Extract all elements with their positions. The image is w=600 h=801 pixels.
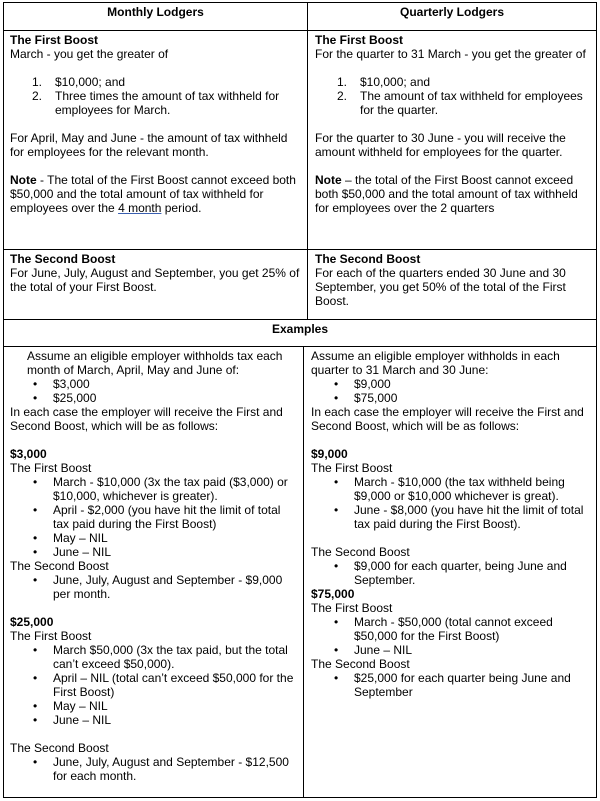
- quarterly-example-intro: Assume an eligible employer withholds in each quarter to 31 March and 30 June:: [311, 349, 560, 377]
- table-divider-header: [3, 30, 597, 31]
- quarterly-case2-second-list: [311, 671, 593, 699]
- boost-table: [3, 2, 597, 798]
- quarterly-case2-amount: $75,000: [311, 587, 355, 601]
- list-item: 1. $10,000; and: [32, 75, 126, 89]
- monthly-first-intro: March - you get the greater of: [10, 47, 169, 61]
- monthly-case1-second-list: [10, 573, 298, 601]
- list-item: • June - $8,000 (you have hit the limit of total tax paid during the First Boost).: [311, 503, 593, 531]
- quarterly-june-text: For the quarter to 30 June - you will receive the amount withheld for employees for the quarter.: [315, 131, 566, 159]
- monthly-example-cell: [10, 349, 298, 783]
- four-month-term: 4 month: [118, 201, 162, 215]
- list-item: • May – NIL: [10, 531, 298, 545]
- list-item: 1. $10,000; and: [337, 75, 431, 89]
- monthly-first-boost-cell: [10, 33, 304, 215]
- monthly-example-intro: Assume an eligible employer withholds tax each month of March, April, May and June of:: [27, 349, 283, 377]
- quarterly-case1-first-label: The First Boost: [311, 461, 393, 475]
- monthly-example-lead: In each case the employer will receive the First and Second Boost, which will be as follows:: [10, 405, 283, 433]
- monthly-case1-first-label: The First Boost: [10, 461, 92, 475]
- list-item: • $3,000: [10, 377, 298, 391]
- quarterly-case1-second-label: The Second Boost: [311, 545, 410, 559]
- table-divider-column-top: [307, 2, 308, 320]
- table-border-top: [3, 2, 597, 3]
- monthly-amounts-list: [10, 377, 298, 405]
- quarterly-second-boost-title: The Second Boost: [315, 252, 421, 266]
- monthly-case1-amount: $3,000: [10, 447, 47, 461]
- monthly-note: Note - The total of the First Boost cannot exceed both $50,000 and the total amount of tax withheld for employees over the 4 month period.: [10, 173, 296, 215]
- monthly-second-text: For June, July, August and September, you get 25% of the total of your First Boost.: [10, 266, 300, 294]
- list-item: • $9,000 for each quarter, being June and September.: [311, 559, 593, 587]
- list-item: 2. The amount of tax withheld for employees for the quarter.: [337, 89, 583, 117]
- list-item: • April – NIL (total can’t exceed $50,000 for the First Boost): [10, 671, 298, 699]
- list-item: • June – NIL: [10, 713, 298, 727]
- list-item: • June, July, August and September - $12,500 for each month.: [10, 755, 298, 783]
- quarterly-case2-first-label: The First Boost: [311, 601, 393, 615]
- list-item: • March - $10,000 (3x the tax paid ($3,000) or $10,000, whichever is greater).: [10, 475, 298, 503]
- list-item: • June – NIL: [10, 545, 298, 559]
- list-item: • March - $10,000 (the tax withheld being $9,000 or $10,000 whichever is great).: [311, 475, 593, 503]
- monthly-case1-first-list: [10, 475, 298, 559]
- quarterly-case1-second-list: [311, 559, 593, 587]
- monthly-case2-first-label: The First Boost: [10, 629, 92, 643]
- list-item: • June, July, August and September - $9,000 per month.: [10, 573, 298, 601]
- header-quarterly: Quarterly Lodgers: [399, 5, 505, 19]
- monthly-first-list: [10, 75, 304, 117]
- monthly-case1-second-label: The Second Boost: [10, 559, 109, 573]
- quarterly-case1-amount: $9,000: [311, 447, 348, 461]
- table-divider-examples-top: [3, 319, 597, 320]
- monthly-april-text: For April, May and June - the amount of tax withheld for employees for the relevant month.: [10, 131, 288, 159]
- quarterly-first-boost-title: The First Boost: [315, 33, 404, 47]
- table-divider-examples-bottom: [3, 346, 597, 347]
- list-item: • $9,000: [311, 377, 593, 391]
- monthly-case2-second-label: The Second Boost: [10, 741, 109, 755]
- monthly-second-boost-title: The Second Boost: [10, 252, 116, 266]
- table-border-left: [3, 2, 4, 798]
- list-item: • $25,000: [10, 391, 298, 405]
- examples-header: Examples: [271, 322, 329, 336]
- table-divider-column-bottom: [303, 346, 304, 798]
- quarterly-amounts-list: [311, 377, 593, 405]
- quarterly-second-text: For each of the quarters ended 30 June and 30 September, you get 50% of the total of the First Boost.: [315, 266, 566, 308]
- quarterly-first-list: [315, 75, 595, 117]
- table-divider-second-boost: [3, 249, 597, 250]
- table-border-right: [596, 2, 597, 798]
- list-item: • $75,000: [311, 391, 593, 405]
- quarterly-example-cell: [311, 349, 593, 699]
- list-item: • $25,000 for each quarter being June and September: [311, 671, 593, 699]
- monthly-case2-amount: $25,000: [10, 615, 54, 629]
- quarterly-case2-first-list: [311, 615, 593, 657]
- quarterly-example-lead: In each case the employer will receive the First and Second Boost, which will be as follows:: [311, 405, 584, 433]
- quarterly-second-boost-cell: [315, 252, 595, 308]
- monthly-case2-first-list: [10, 643, 298, 727]
- list-item: • June – NIL: [311, 643, 593, 657]
- list-item: • April - $2,000 (you have hit the limit of total tax paid during the First Boost): [10, 503, 298, 531]
- list-item: • March $50,000 (3x the tax paid, but the total can’t exceed $50,000).: [10, 643, 298, 671]
- monthly-case2-second-list: [10, 755, 298, 783]
- header-monthly: Monthly Lodgers: [107, 5, 204, 19]
- monthly-second-boost-cell: [10, 252, 304, 294]
- list-item: • March - $50,000 (total cannot exceed $50,000 for the First Boost): [311, 615, 593, 643]
- monthly-first-boost-title: The First Boost: [10, 33, 99, 47]
- quarterly-first-intro: For the quarter to 31 March - you get the greater of: [315, 47, 586, 61]
- table-border-bottom: [3, 797, 597, 798]
- list-item: • May – NIL: [10, 699, 298, 713]
- quarterly-note: Note – the total of the First Boost cannot exceed both $50,000 and the total amount of tax withheld for employees over the 2 quarters: [315, 173, 578, 215]
- list-item: 2. Three times the amount of tax withheld for employees for March.: [32, 89, 280, 117]
- quarterly-first-boost-cell: [315, 33, 595, 215]
- quarterly-case2-second-label: The Second Boost: [311, 657, 410, 671]
- quarterly-case1-first-list: [311, 475, 593, 531]
